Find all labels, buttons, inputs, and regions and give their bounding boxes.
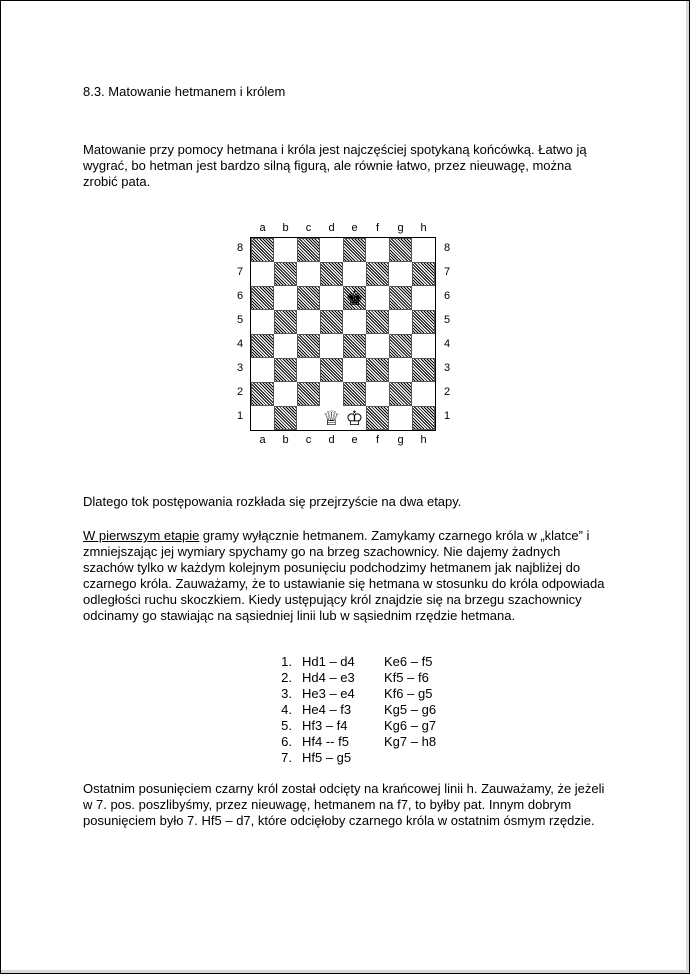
rank-label-7-left: 7 [236,266,244,278]
square-e5 [343,310,366,334]
file-label-e-top: e [351,222,358,234]
move-number: 1. [281,654,292,669]
move-row [270,702,454,718]
square-b8 [274,238,297,262]
rank-label-5-left: 5 [236,314,244,326]
rank-label-6-right: 6 [443,290,451,302]
square-a5 [251,310,274,334]
square-b7 [274,262,297,286]
black-move: Ke6 – f5 [384,654,433,669]
move-row [270,734,454,750]
square-h4 [412,334,435,358]
move-number: 4. [281,702,292,717]
file-label-d-bottom: d [328,434,335,446]
file-label-b-top: b [282,222,289,234]
move-row [270,654,454,670]
rank-label-1-right: 1 [443,410,451,422]
stage1-label: W pierwszym etapie [83,528,200,543]
square-g7 [389,262,412,286]
white-move: He4 – f3 [302,702,352,717]
moves-list [270,654,454,766]
intro-paragraph: Matowanie przy pomocy hetmana i króla jest najczęściej spotykaną końcówką. Łatwo ją wygrać, bo hetman jest bardzo silną figurą, ale równie łatwo, przez nieuwagę, można zrobić pata. [83,142,587,189]
square-f3 [366,358,389,382]
black-move: Kg7 – h8 [384,734,437,749]
square-d4 [320,334,343,358]
square-b3 [274,358,297,382]
square-e2 [343,382,366,406]
square-c4 [297,334,320,358]
square-g5 [389,310,412,334]
black-king-icon: ♚ [345,286,364,310]
square-d2 [320,382,343,406]
white-move: Hf3 – f4 [302,718,348,733]
rank-label-3-right: 3 [443,362,451,374]
square-e8 [343,238,366,262]
square-f1 [366,406,389,430]
stage1-text: gramy wyłącznie hetmanem. Zamykamy czarnego króla w „klatce” i zmniejszając jej wymiary spychamy go na brzeg szachownicy. Nie dajemy żadnych szachów tylko w każdym kolejnym posunięciu podchodzimy hetmanem jak najbliżej do czarnego króla. Zauważamy, że to ustawianie się hetmana w stosunku do króla odpowiada odległości ruchu skoczkiem. Kiedy ustępujący król znajdzie się na brzegu szachownicy odcinamy go stawiając na sąsiedniej linii lub w sąsiednim rzędzie hetmana. [83,528,605,623]
square-a8 [251,238,274,262]
square-f6 [366,286,389,310]
move-number: 3. [281,686,292,701]
square-c3 [297,358,320,382]
square-d6 [320,286,343,310]
rank-label-7-right: 7 [443,266,451,278]
square-d7 [320,262,343,286]
rank-label-5-right: 5 [443,314,451,326]
square-b6 [274,286,297,310]
move-number: 6. [281,734,292,749]
move-number: 7. [281,750,292,765]
square-a6 [251,286,274,310]
black-move: Kf6 – g5 [384,686,433,701]
square-f5 [366,310,389,334]
square-c5 [297,310,320,334]
rank-label-3-left: 3 [236,362,244,374]
white-move: Hf5 – g5 [302,750,352,765]
chess-diagram [228,220,468,456]
square-c1 [297,406,320,430]
file-label-f-bottom: f [375,434,380,446]
square-h5 [412,310,435,334]
square-f4 [366,334,389,358]
move-row [270,718,454,734]
file-label-h-bottom: h [420,434,427,446]
square-h7 [412,262,435,286]
square-e7 [343,262,366,286]
black-move: Kf5 – f6 [384,670,429,685]
rank-label-2-right: 2 [443,386,451,398]
move-number: 5. [281,718,292,733]
square-b4 [274,334,297,358]
square-f7 [366,262,389,286]
square-g1 [389,406,412,430]
rank-label-1-left: 1 [236,410,244,422]
white-move: Hf4 -- f5 [302,734,349,749]
chess-board [250,237,436,431]
square-c7 [297,262,320,286]
square-a3 [251,358,274,382]
file-label-c-top: c [305,222,312,234]
square-h2 [412,382,435,406]
square-a4 [251,334,274,358]
square-e3 [343,358,366,382]
black-move: Kg5 – g6 [384,702,437,717]
white-move: Hd4 – e3 [302,670,355,685]
black-move [384,750,454,766]
square-d8 [320,238,343,262]
square-g4 [389,334,412,358]
square-b5 [274,310,297,334]
rank-label-8-left: 8 [236,242,244,254]
square-c6 [297,286,320,310]
square-h6 [412,286,435,310]
move-row [270,750,454,766]
file-label-e-bottom: e [351,434,358,446]
square-b1 [274,406,297,430]
square-a1 [251,406,274,430]
file-label-a-top: a [259,222,266,234]
square-d5 [320,310,343,334]
white-move: He3 – e4 [302,686,355,701]
rank-label-6-left: 6 [236,290,244,302]
file-label-h-top: h [420,222,427,234]
conclusion-paragraph: Ostatnim posunięciem czarny król został odcięty na krańcowej linii h. Zauważamy, że jeżeli w 7. pos. poszlibyśmy, przez nieuwagę, hetmanem na f7, to byłby pat. Innym dobrym posunięciem było 7. Hf5 – d7, które odcięłoby czarnego króla w ostatnim ósmym rzędzie. [83,781,605,828]
square-d3 [320,358,343,382]
square-c8 [297,238,320,262]
square-c2 [297,382,320,406]
move-number: 2. [281,670,292,685]
file-label-d-top: d [328,222,335,234]
square-b2 [274,382,297,406]
file-label-b-bottom: b [282,434,289,446]
file-label-g-top: g [397,222,404,234]
square-h3 [412,358,435,382]
square-g2 [389,382,412,406]
file-label-c-bottom: c [305,434,312,446]
square-g6 [389,286,412,310]
white-move: Hd1 – d4 [302,654,355,669]
move-row [270,686,454,702]
rank-label-2-left: 2 [236,386,244,398]
square-h1 [412,406,435,430]
move-row [270,670,454,686]
stage1-paragraph [83,528,613,624]
square-g8 [389,238,412,262]
square-h8 [412,238,435,262]
rank-label-4-left: 4 [236,338,244,350]
square-f8 [366,238,389,262]
section-heading: 8.3. Matowanie hetmanem i królem [83,84,286,99]
white-queen-icon: ♕ [320,406,343,430]
square-e4 [343,334,366,358]
square-g3 [389,358,412,382]
file-label-g-bottom: g [397,434,404,446]
file-label-f-top: f [375,222,380,234]
stages-paragraph: Dlatego tok postępowania rozkłada się przejrzyście na dwa etapy. [83,494,462,509]
square-a7 [251,262,274,286]
rank-label-4-right: 4 [443,338,451,350]
white-king-icon: ♔ [343,406,366,430]
square-f2 [366,382,389,406]
rank-label-8-right: 8 [443,242,451,254]
file-label-a-bottom: a [259,434,266,446]
square-a2 [251,382,274,406]
black-move: Kg6 – g7 [384,718,437,733]
